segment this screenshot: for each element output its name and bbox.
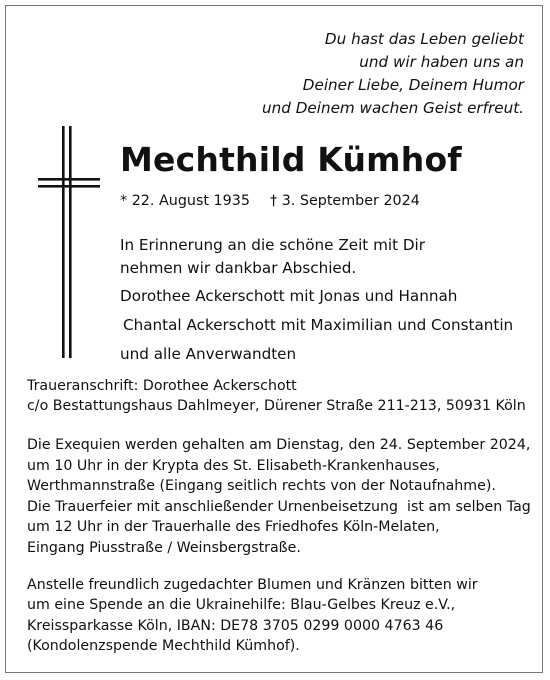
service-line: um 12 Uhr in der Trauerhalle des Friedhofes Köln-Melaten, [27,519,440,536]
family-line: Chantal Ackerschott mit Maximilian und Constantin [123,316,514,334]
donation-line: Anstelle freundlich zugedachter Blumen und Kränzen bitten wir [27,577,478,593]
memory-line: nehmen wir dankbar Abschied. [120,259,357,277]
donation-line: um eine Spende an die Ukrainehilfe: Blau-Gelbes Kreuz e.V., [27,597,456,614]
address-line: c/o Bestattungshaus Dahlmeyer, Dürener Straße 211-213, 50931 Köln [27,398,526,414]
poem-line: Du hast das Leben geliebt [324,30,524,48]
poem-line: und wir haben uns an [359,53,524,71]
memory-line: In Erinnerung an die schöne Zeit mit Dir [120,236,426,254]
birth-date: * 22. August 1935 [120,193,250,209]
cross-icon [38,126,100,358]
poem-line: Deiner Liebe, Deinem Humor [302,76,524,94]
service-details [27,435,531,559]
family-line: Dorothee Ackerschott mit Jonas und Hannah [120,287,458,305]
service-line: Werthmannstraße (Eingang seitlich rechts von der Notaufnahme). [27,478,496,495]
memory-text [120,234,425,280]
service-line: Eingang Piusstraße / Weinsbergstraße. [27,539,301,556]
service-line: Die Exequien werden gehalten am Dienstag, den 24. September 2024, [27,437,531,453]
family-list [120,282,513,369]
donation-request [27,575,478,657]
mourning-address [27,376,526,416]
poem-line: und Deinem wachen Geist erfreut. [261,99,524,117]
service-line: Die Trauerfeier mit anschließender Urnenbeisetzung ist am selben Tag [27,498,531,515]
address-line: Traueranschrift: Dorothee Ackerschott [27,378,297,394]
family-line: und alle Anverwandten [120,345,297,363]
death-date: † 3. September 2024 [270,193,420,209]
poem [204,28,524,120]
donation-line: (Kondolenzspende Mechthild Kümhof). [27,638,300,655]
life-dates [120,193,420,209]
donation-line: Kreissparkasse Köln, IBAN: DE78 3705 0299 0000 4763 46 [27,617,444,634]
deceased-name: Mechthild Kümhof [120,140,462,179]
service-line: um 10 Uhr in der Krypta des St. Elisabeth-Krankenhauses, [27,457,440,474]
